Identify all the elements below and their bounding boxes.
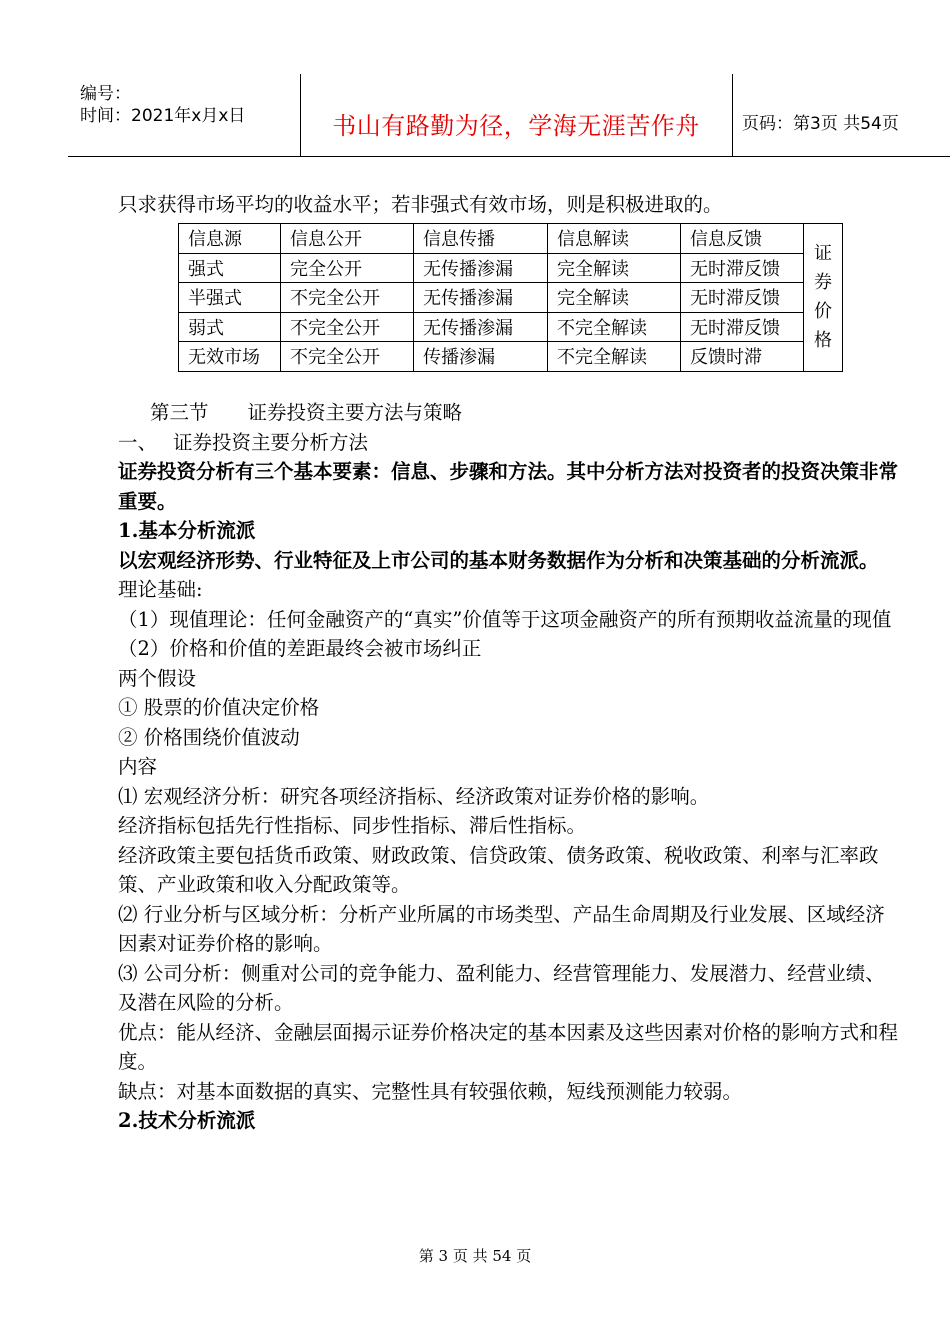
- table-cell: 完全公开: [281, 253, 414, 283]
- content-detail: 经济政策主要包括货币政策、财政政策、信贷政策、债务政策、税收政策、利率与汇率政策、产业政策和收入分配政策等。: [118, 843, 879, 896]
- subheading-fundamental: 1.基本分析流派: [118, 519, 256, 542]
- table-cell: 不完全解读: [548, 312, 681, 342]
- content-item: ⑶ 公司分析：侧重对公司的竞争能力、盈利能力、经营管理能力、发展潜力、经营业绩、及潜在风险的分析。: [118, 961, 885, 1014]
- table-header-cell: 信息反馈: [681, 224, 804, 254]
- table-header-cell: 信息解读: [548, 224, 681, 254]
- table-cell: 弱式: [179, 312, 281, 342]
- price-char: 证: [814, 243, 832, 265]
- disadvantages: 缺点：对基本面数据的真实、完整性具有较强依赖，短线预测能力较弱。: [118, 1079, 743, 1103]
- number-label: 编号：: [80, 84, 131, 104]
- section-title: 第三节 证券投资主要方法与策略: [150, 401, 463, 424]
- table-cell: 不完全公开: [281, 342, 414, 372]
- table-row: [179, 283, 843, 313]
- table-row: [179, 342, 843, 372]
- page-header: [68, 74, 950, 157]
- price-char: 格: [814, 330, 832, 352]
- content-item: ⑴ 宏观经济分析：研究各项经济指标、经济政策对证券价格的影响。: [118, 784, 710, 808]
- table-cell: 无时滞反馈: [681, 312, 804, 342]
- table-header-row: [179, 224, 843, 254]
- table-cell: 无传播渗漏: [414, 312, 548, 342]
- header-motto: 书山有路勤为径，学海无涯苦作舟: [332, 112, 700, 140]
- content-item: ⑵ 行业分析与区域分析：分析产业所属的市场类型、产品生命周期及行业发展、区域经济因素对证券价格的影响。: [118, 902, 885, 955]
- theory-label: 理论基础:: [118, 578, 203, 601]
- securities-price-cell: [804, 224, 843, 372]
- table-cell: 不完全公开: [281, 312, 414, 342]
- content-detail: 经济指标包括先行性指标、同步性指标、滞后性指标。: [118, 814, 587, 837]
- table-row: [179, 312, 843, 342]
- price-char: 券: [814, 272, 832, 294]
- page-footer: 第 3 页 共 54 页: [418, 1247, 532, 1265]
- table-cell: 完全解读: [548, 283, 681, 313]
- assumption-item: ① 股票的价值决定价格: [118, 696, 320, 719]
- assumption-label: 两个假设: [118, 666, 197, 690]
- table-cell: 无时滞反馈: [681, 253, 804, 283]
- table-cell: 不完全公开: [281, 283, 414, 313]
- subheading-technical: 2.技术分析流派: [118, 1109, 256, 1132]
- table-cell: 传播渗漏: [414, 342, 548, 372]
- intro-line: 只求获得市场平均的收益水平；若非强式有效市场，则是积极进取的。: [118, 193, 723, 216]
- heading-1: 一、 证券投资主要分析方法: [118, 430, 368, 454]
- table-header-cell: 信息传播: [414, 224, 548, 254]
- table-cell: 无时滞反馈: [681, 283, 804, 313]
- table-cell: 完全解读: [548, 253, 681, 283]
- table-cell: 反馈时滞: [681, 342, 804, 372]
- table-header-cell: 信息源: [179, 224, 281, 254]
- table-header-cell: 信息公开: [281, 224, 414, 254]
- section-body: [118, 398, 900, 1136]
- table-cell: 无传播渗漏: [414, 283, 548, 313]
- theory-item: （1）现值理论：任何金融资产的“真实”价值等于这项金融资产的所有预期收益流量的现值: [118, 607, 892, 631]
- table-cell: 无传播渗漏: [414, 253, 548, 283]
- document-body: [118, 190, 900, 220]
- advantages: 优点：能从经济、金融层面揭示证券价格决定的基本因素及这些因素对价格的影响方式和程度。: [118, 1020, 899, 1073]
- header-meta: [68, 74, 301, 156]
- header-page-cell: [732, 74, 950, 156]
- fundamental-description: 以宏观经济形势、行业特征及上市公司的基本财务数据作为分析和决策基础的分析流派。: [118, 548, 879, 572]
- key-elements-paragraph: 证券投资分析有三个基本要素：信息、步骤和方法。其中分析方法对投资者的投资决策非常重要。: [118, 460, 899, 513]
- time-label: 时间：2021年x月x日: [80, 106, 246, 126]
- header-motto-cell: [300, 74, 733, 156]
- price-char: 价: [814, 301, 832, 323]
- market-efficiency-table: [178, 223, 843, 372]
- table-cell: 强式: [179, 253, 281, 283]
- theory-item: （2）价格和价值的差距最终会被市场纠正: [118, 637, 482, 660]
- table-cell: 无效市场: [179, 342, 281, 372]
- content-label: 内容: [118, 755, 158, 778]
- table-cell: 不完全解读: [548, 342, 681, 372]
- header-page-label: 页码：第3页 共54页: [742, 114, 899, 134]
- table-cell: 半强式: [179, 283, 281, 313]
- table-row: [179, 253, 843, 283]
- assumption-item: ② 价格围绕价值波动: [118, 725, 300, 749]
